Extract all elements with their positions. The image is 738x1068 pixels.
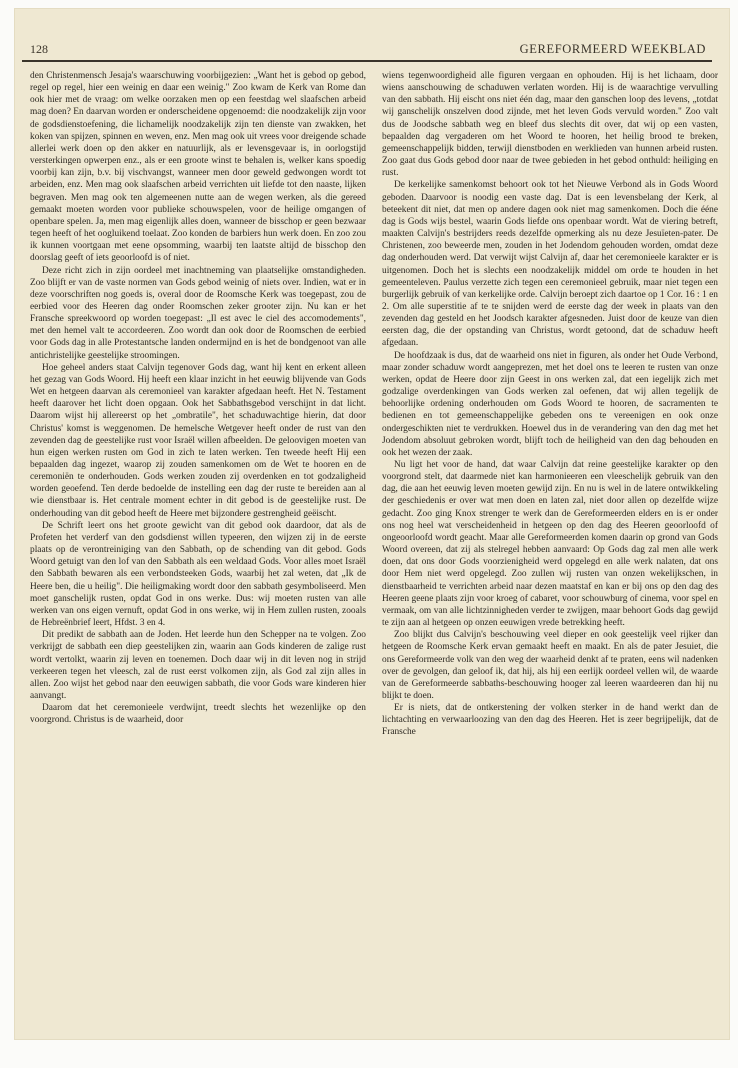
- right-column: [382, 70, 718, 1030]
- paragraph: Dit predikt de sabbath aan de Joden. Het leerde hun den Schepper na te volgen. Zoo verkrijgt de sabbath een diep geestelijken zin, waarin aan Gods kinderen de zalige rust wordt vertolkt, waarin zij leven en toenemen. Doch daar wij in dit leven nog in strijd verkeeren tegen het vleesch, zal de rust eerst volkomen zijn, als God zal zijn alles in allen. Zoo wijst het gebod naar den eeuwigen sabbath, die voor Gods ware kinderen hier aanvangt.: [30, 630, 366, 701]
- paragraph: Nu ligt het voor de hand, dat waar Calvijn dat reine geestelijke karakter op den voorgrond stelt, dat daarmede niet kan harmonieeren een vleeschelijk gebruik van den dag, die aan het eeuwig leven moeten gewijd zijn. En nu is wel in de latere ontwikkeling der geschiedenis er over wat men doen en laten zal, niet door allen op dezelfde wijze gedacht. Zoo ging Knox strenger te werk dan de Gereformeerden elders en is er onder ons nog heel wat verscheidenheid in hetgeen op den dag des Heeren geoorloofd of ongeoorloofd wordt geacht. Maar alle Gereformeerden komen daarin op grond van Gods Woord overeen, dat zij als stelregel hebben aanvaard: Op Gods dag zal men alle werk doen, dat ons door Gods voorzienigheid werd opgelegd en alle werk nalaten, dat ons door Hem niet werd opgelegd. Zoo zullen wij rusten van onzen wekelijkschen, in dienstbaarheid te verrichten arbeid naar dezen maatstaf en kan er bij ons op den dag des Heeren geene plaats zijn voor kroeg of cabaret, voor schouwburg of cinema, voor spel en vermaak, om van alle lichtzinnigheden verder te zwijgen, maar behoort Gods dag gewijd te zijn aan al hetgeen op onzen eeuwigen vrede betrekking heeft.: [382, 460, 718, 629]
- paragraph: De kerkelijke samenkomst behoort ook tot het Nieuwe Verbond als in Gods Woord geboden. Daarvoor is noodig een vaste dag. Dat is een levensbelang der Kerk, al beteekent dit niet, dat men op andere dagen ook niet mag samenkomen. Doch die ééne dag is Gods wijs bestel, waarin Gods liefde ons openbaar wordt. Wat de viering betreft, maakten Calvijn's bestrijders reeds dezelfde opmerking als nu deze Jesuïeten-pater. De Christenen, zoo beweerde men, zouden in het Jodendom gehouden worden, omdat deze dag onderhouden werd. Dat verwijt wijst Calvijn af, daar het ceremonieele karakter er is uitgenomen. Doch het is slechts een noodzakelijk middel om orde te houden in het gemeenteleven. Paulus verzette zich tegen een ceremonieel gebruik, maar niet tegen een burgerlijk gebruik of van kerkelijke orde. Calvijn beroept zich daartoe op 1 Cor. 16 : 1 en 2. Om alle superstitie af te te snijden werd de eerste dag der week in plaats van den zevenden dag gesteld en het Joodsch karakter afgesneden. Juist door de keuze van dien eersten dag, die der opstanding van Christus, wordt getoond, dat de schaduw heeft afgedaan.: [382, 180, 718, 349]
- journal-title: GEREFORMEERD WEEKBLAD: [519, 42, 706, 56]
- paragraph: De hoofdzaak is dus, dat de waarheid ons niet in figuren, als onder het Oude Verbond, maar zonder schaduw wordt aangeprezen, met het doel ons te leeren te rusten van onze werken, opdat de Heere door zijn Geest in ons werken zal, dat een iegelijk zich met godzalige overdenkingen van Gods werken zal oefenen, dat wij allen tegelijk de behoorlijke ordening onderhouden om Gods Woord te hooren, de sacramenten te bedienen en tot gemeenschappelijke gebeden ons te vereenigen en ook onze ondergeschikten niet te verdrukken. Hoewel dus in de verandering van den dag met het Jodendom absoluut gebroken wordt, blijft toch de heiligheid van den dag behouden en ook het wezen der zaak.: [382, 350, 718, 458]
- header-rule: [22, 60, 712, 62]
- paragraph: Er is niets, dat de ontkerstening der volken sterker in de hand werkt dan de lichtachting en verwaarloozing van den dag des Heeren. Het is zeer begrijpelijk, dat de Fransche: [382, 703, 718, 738]
- paragraph: Zoo blijkt dus Calvijn's beschouwing veel dieper en ook geestelijk veel rijker dan hetgeen de Roomsche Kerk ervan gemaakt heeft en maakt. En als de pater Jesuiet, die ons Gereformeerde volk van den weg der waarheid denkt af te praten, eens wil nadenken over de gevolgen, dan geloof ik, dat hij, als hij een eerlijk oordeel vellen wil, de waarde van de Gereformeerde sabbaths-beschouwing hooger zal leeren waardeeren dan hij nu blijkt te doen.: [382, 630, 718, 701]
- paragraph: Deze richt zich in zijn oordeel met inachtneming van plaatselijke omstandigheden. Zoo blijft er van de vaste normen van Gods gebod weinig of niets over. Indien, wat er in deze voorschriften nog goeds is, overal door de Roomsche Kerk was toegepast, zou de eerbied voor des Heeren dag onder Roomschen zeker grooter zijn. Nu kan er het Fransche spreekwoord op worden toegepast: „Il est avec le ciel des accomodements", met den hemel valt te accordeeren. Zoo wordt dan ook door de Roomschen de eerbied voor Gods dag in alle Protestantsche landen ondermijnd en is het de bondgenoot van alle antichristelijke geestelijke stroomingen.: [30, 265, 366, 361]
- left-column: [30, 70, 366, 1030]
- paragraph: De Schrift leert ons het groote gewicht van dit gebod ook daardoor, dat als de Profeten het verderf van den godsdienst willen typeeren, den wijzen zij in de eerste plaats op de verontreiniging van den Sabbath, op de schending van dit gebod. Gods Woord getuigt van den lof van den Sabbath als een weldaad Gods. Voor alles moet Israël den Sabbath bewaren als een verbondsteeken Gods, waarbij het zal weten, dat „Ik de Heere ben, die u heilig". Die heiligmaking wordt door den sabbath gesymboliseerd. Men moet ganschelijk rusten, opdat God in ons werke. Dus: wij moeten rusten van alle werken van ons eigen vernuft, opdat God in ons werke, wij in Hem zullen rusten, zooals de Hebreënbrief leert, Hfdst. 3 en 4.: [30, 520, 366, 629]
- paragraph: Hoe geheel anders staat Calvijn tegenover Gods dag, want hij kent en erkent alleen het gezag van Gods Woord. Hij heeft een klaar inzicht in het eeuwig blijvende van Gods Wet en hetgeen daarvan als ceremonieel van karakter afgedaan heeft. Het N. Testament heeft daarover het licht doen opgaan. Ook het Sabbathsgebod verschijnt in dat licht. Daarom wijst hij allereerst op het „ombratile", het schaduwachtige hierin, dat door Christus' komst is weggenomen. De hemelsche Wetgever heeft onder de rust van den zevenden dag de geestelijke rust voor Israël willen afbeelden. De geloovigen moeten van hun eigen werken rusten om God in zich te laten werken. Ten tweede heeft Hij een bepaalden dag ingezet, waarop zij zouden samenkomen om de Wet te hooren en de ceremoniën te onderhouden. Gods werken zouden zij overdenken en tot godzaligheid worden geoefend. Ten derde bedoelde de instelling een dag der ruste te bereiden aan al wie dienstbaar is. Het centrale moment echter in dit gebod is de geestelijke rust. De onderhouding van dit gebod heeft de Heere met bijzondere gestrengheid geëischt.: [30, 362, 366, 519]
- paragraph: den Christenmensch Jesaja's waarschuwing voorbijgezien: „Want het is gebod op gebod, regel op regel, hier een weinig en daar een weinig." Zoo kwam de Kerk van Rome dan ook hier met de vraag: om welke oorzaken men op een feestdag wel slaafschen arbeid mag doen? En daarvan worden er onderscheidene opgenoemd: die noodzakelijk zijn voor de godsdienstoefening, die lichamelijk noodzakelijk zijn ten dienste van zwakken, het koken van spijzen, spinnen en weven, enz. Men mag ook uit vrees voor dreigende schade allerlei werk doen op den akker en natuurlijk, als er levensgevaar is, in oorlogstijd versterkingen opwerpen enz., als er een groote winst te behalen is, welker kans spoedig voorbij kan zijn, b.v. bij vischvangst, wanneer men door geweld gedwongen wordt tot arbeiden, enz. Men mag ook slaafschen arbeid verrichten uit liefde tot den naaste, lijken begraven. Men mag ook ten algemeenen nutte aan de wegen werken, als die gereed gemaakt moeten worden voor publieke schouwspelen, voor de heilige omgangen of openbare spelen. Ja, men mag eigenlijk alles doen, wanneer de bisschop er geen bezwaar tegen heeft of het oogluikend toelaat. Zoo konden de barbiers hun werk doen. En zoo zou ik kunnen voortgaan met eene opsomming, waarbij ten laatste altijd de bisschop den doorslag geeft of iets geoorloofd is of niet.: [30, 71, 366, 264]
- paragraph: Daarom dat het ceremonieele verdwijnt, treedt slechts het wezenlijke op den voorgrond. Christus is de waarheid, door: [30, 703, 366, 726]
- page-number: 128: [30, 42, 48, 56]
- paragraph: wiens tegenwoordigheid alle figuren vergaan en ophouden. Hij is het lichaam, door wiens aanschouwing de schaduwen verlaten worden. Hij is de waarachtige vervulling van den sabbath. Hij eischt ons niet één dag, maar den ganschen loop des levens, „totdat wij ganschelijk onszelven dood zijnde, met het leven Gods vervuld worden." Zoo valt dus de Joodsche sabbath weg en bleef dus slechts dit over, dat wij op een vasten, bepaalden dag vergaderen om het Woord te hooren, het heilig brood te breken, gemeenschappelijk bidden, terwijl dienstboden en werklieden van hunnen arbeid rusten. Zoo gaat dus Gods gebod door naar de twee gebieden in het gebod onthuld: heiliging en rust.: [382, 71, 718, 179]
